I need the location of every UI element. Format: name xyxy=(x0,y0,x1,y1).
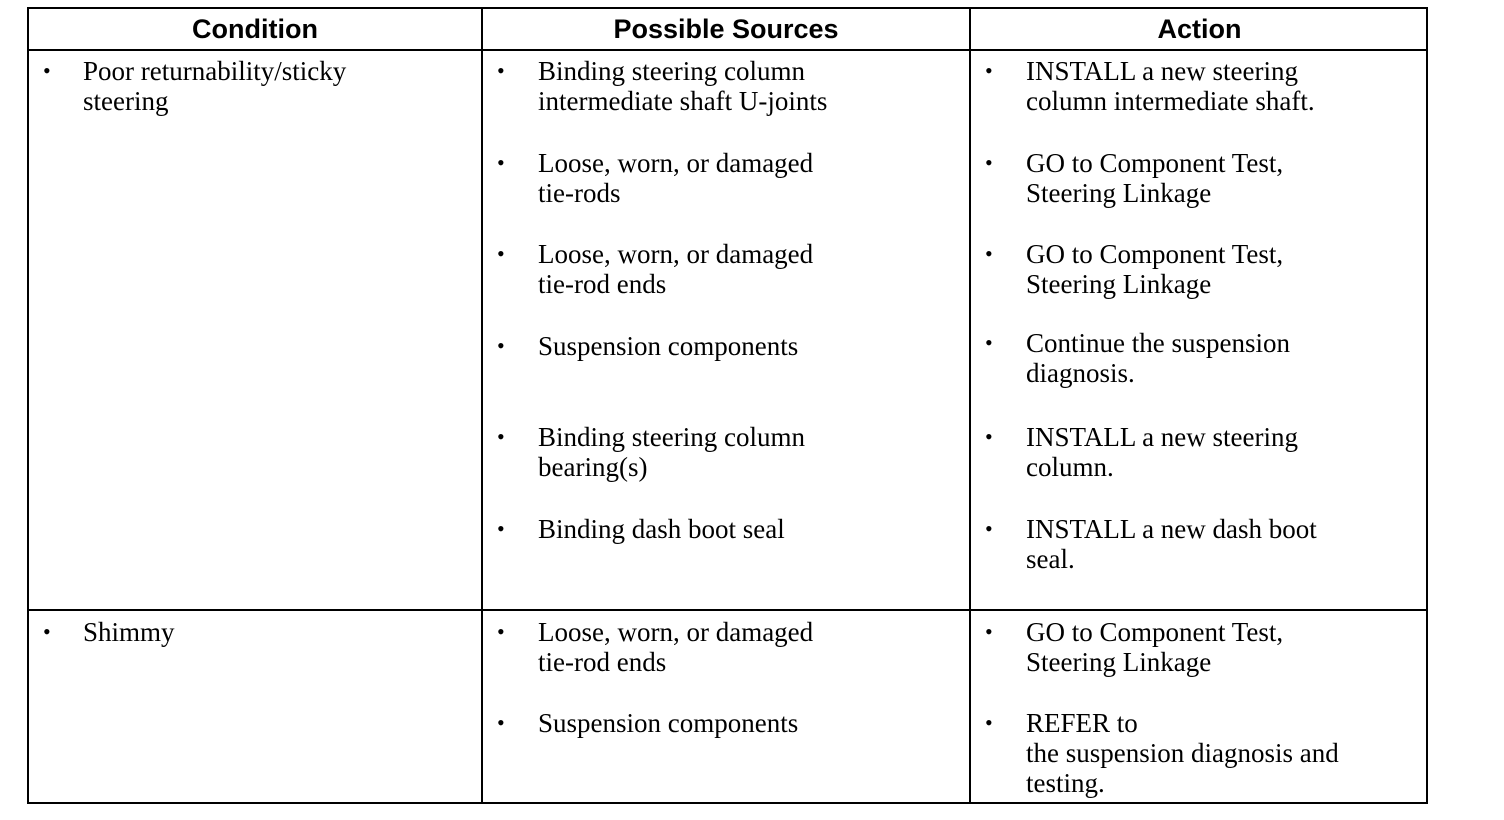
condition-line: Poor returnability/sticky xyxy=(83,56,347,86)
bullet-icon: • xyxy=(985,424,993,449)
bullet-icon: • xyxy=(497,58,505,83)
action-line: seal. xyxy=(1026,544,1075,574)
action-line: GO to Component Test, xyxy=(1026,239,1284,269)
column-divider xyxy=(481,9,483,802)
row-divider xyxy=(29,609,1426,611)
action-line: the suspension diagnosis and xyxy=(1026,738,1339,768)
action-line: GO to Component Test, xyxy=(1026,617,1284,647)
possible-source-line: Binding steering column xyxy=(538,422,805,452)
diagnosis-table xyxy=(27,7,1428,804)
bullet-icon: • xyxy=(985,710,993,735)
bullet-icon: • xyxy=(497,424,505,449)
action-line: GO to Component Test, xyxy=(1026,148,1284,178)
bullet-icon: • xyxy=(497,333,505,358)
header-condition: Condition xyxy=(192,13,318,44)
action-line: Steering Linkage xyxy=(1026,647,1212,677)
action-line: Steering Linkage xyxy=(1026,178,1212,208)
possible-source-line: Suspension components xyxy=(538,331,799,361)
bullet-icon: • xyxy=(985,516,993,541)
header-possible-sources: Possible Sources xyxy=(613,13,839,44)
possible-source-line: bearing(s) xyxy=(538,452,648,482)
possible-source-line: tie-rods xyxy=(538,178,621,208)
possible-source-line: intermediate shaft U-joints xyxy=(538,86,828,116)
action-line: Steering Linkage xyxy=(1026,269,1212,299)
bullet-icon: • xyxy=(985,619,993,644)
bullet-icon: • xyxy=(497,710,505,735)
bullet-icon: • xyxy=(985,58,993,83)
possible-source-line: Loose, worn, or damaged xyxy=(538,239,814,269)
possible-source-line: Loose, worn, or damaged xyxy=(538,148,814,178)
condition-line: Shimmy xyxy=(83,617,175,647)
bullet-icon: • xyxy=(43,619,51,644)
condition-line: steering xyxy=(83,86,169,116)
action-line: diagnosis. xyxy=(1026,358,1135,388)
action-line: Continue the suspension xyxy=(1026,328,1290,358)
possible-source-line: Suspension components xyxy=(538,708,799,738)
action-line: INSTALL a new dash boot xyxy=(1026,514,1317,544)
bullet-icon: • xyxy=(497,516,505,541)
header-action: Action xyxy=(1157,13,1242,44)
possible-source-line: Binding dash boot seal xyxy=(538,514,785,544)
action-line: INSTALL a new steering xyxy=(1026,422,1299,452)
bullet-icon: • xyxy=(497,241,505,266)
column-divider xyxy=(969,9,971,802)
action-line: column intermediate shaft. xyxy=(1026,86,1315,116)
action-line: REFER to xyxy=(1026,708,1138,738)
bullet-icon: • xyxy=(497,150,505,175)
header-divider xyxy=(29,49,1426,51)
possible-source-line: tie-rod ends xyxy=(538,269,667,299)
bullet-icon: • xyxy=(985,330,993,355)
possible-source-line: tie-rod ends xyxy=(538,647,667,677)
action-line: testing. xyxy=(1026,768,1105,798)
possible-source-line: Loose, worn, or damaged xyxy=(538,617,814,647)
bullet-icon: • xyxy=(43,58,51,83)
bullet-icon: • xyxy=(985,150,993,175)
action-line: INSTALL a new steering xyxy=(1026,56,1299,86)
possible-source-line: Binding steering column xyxy=(538,56,805,86)
bullet-icon: • xyxy=(985,241,993,266)
action-line: column. xyxy=(1026,452,1114,482)
bullet-icon: • xyxy=(497,619,505,644)
